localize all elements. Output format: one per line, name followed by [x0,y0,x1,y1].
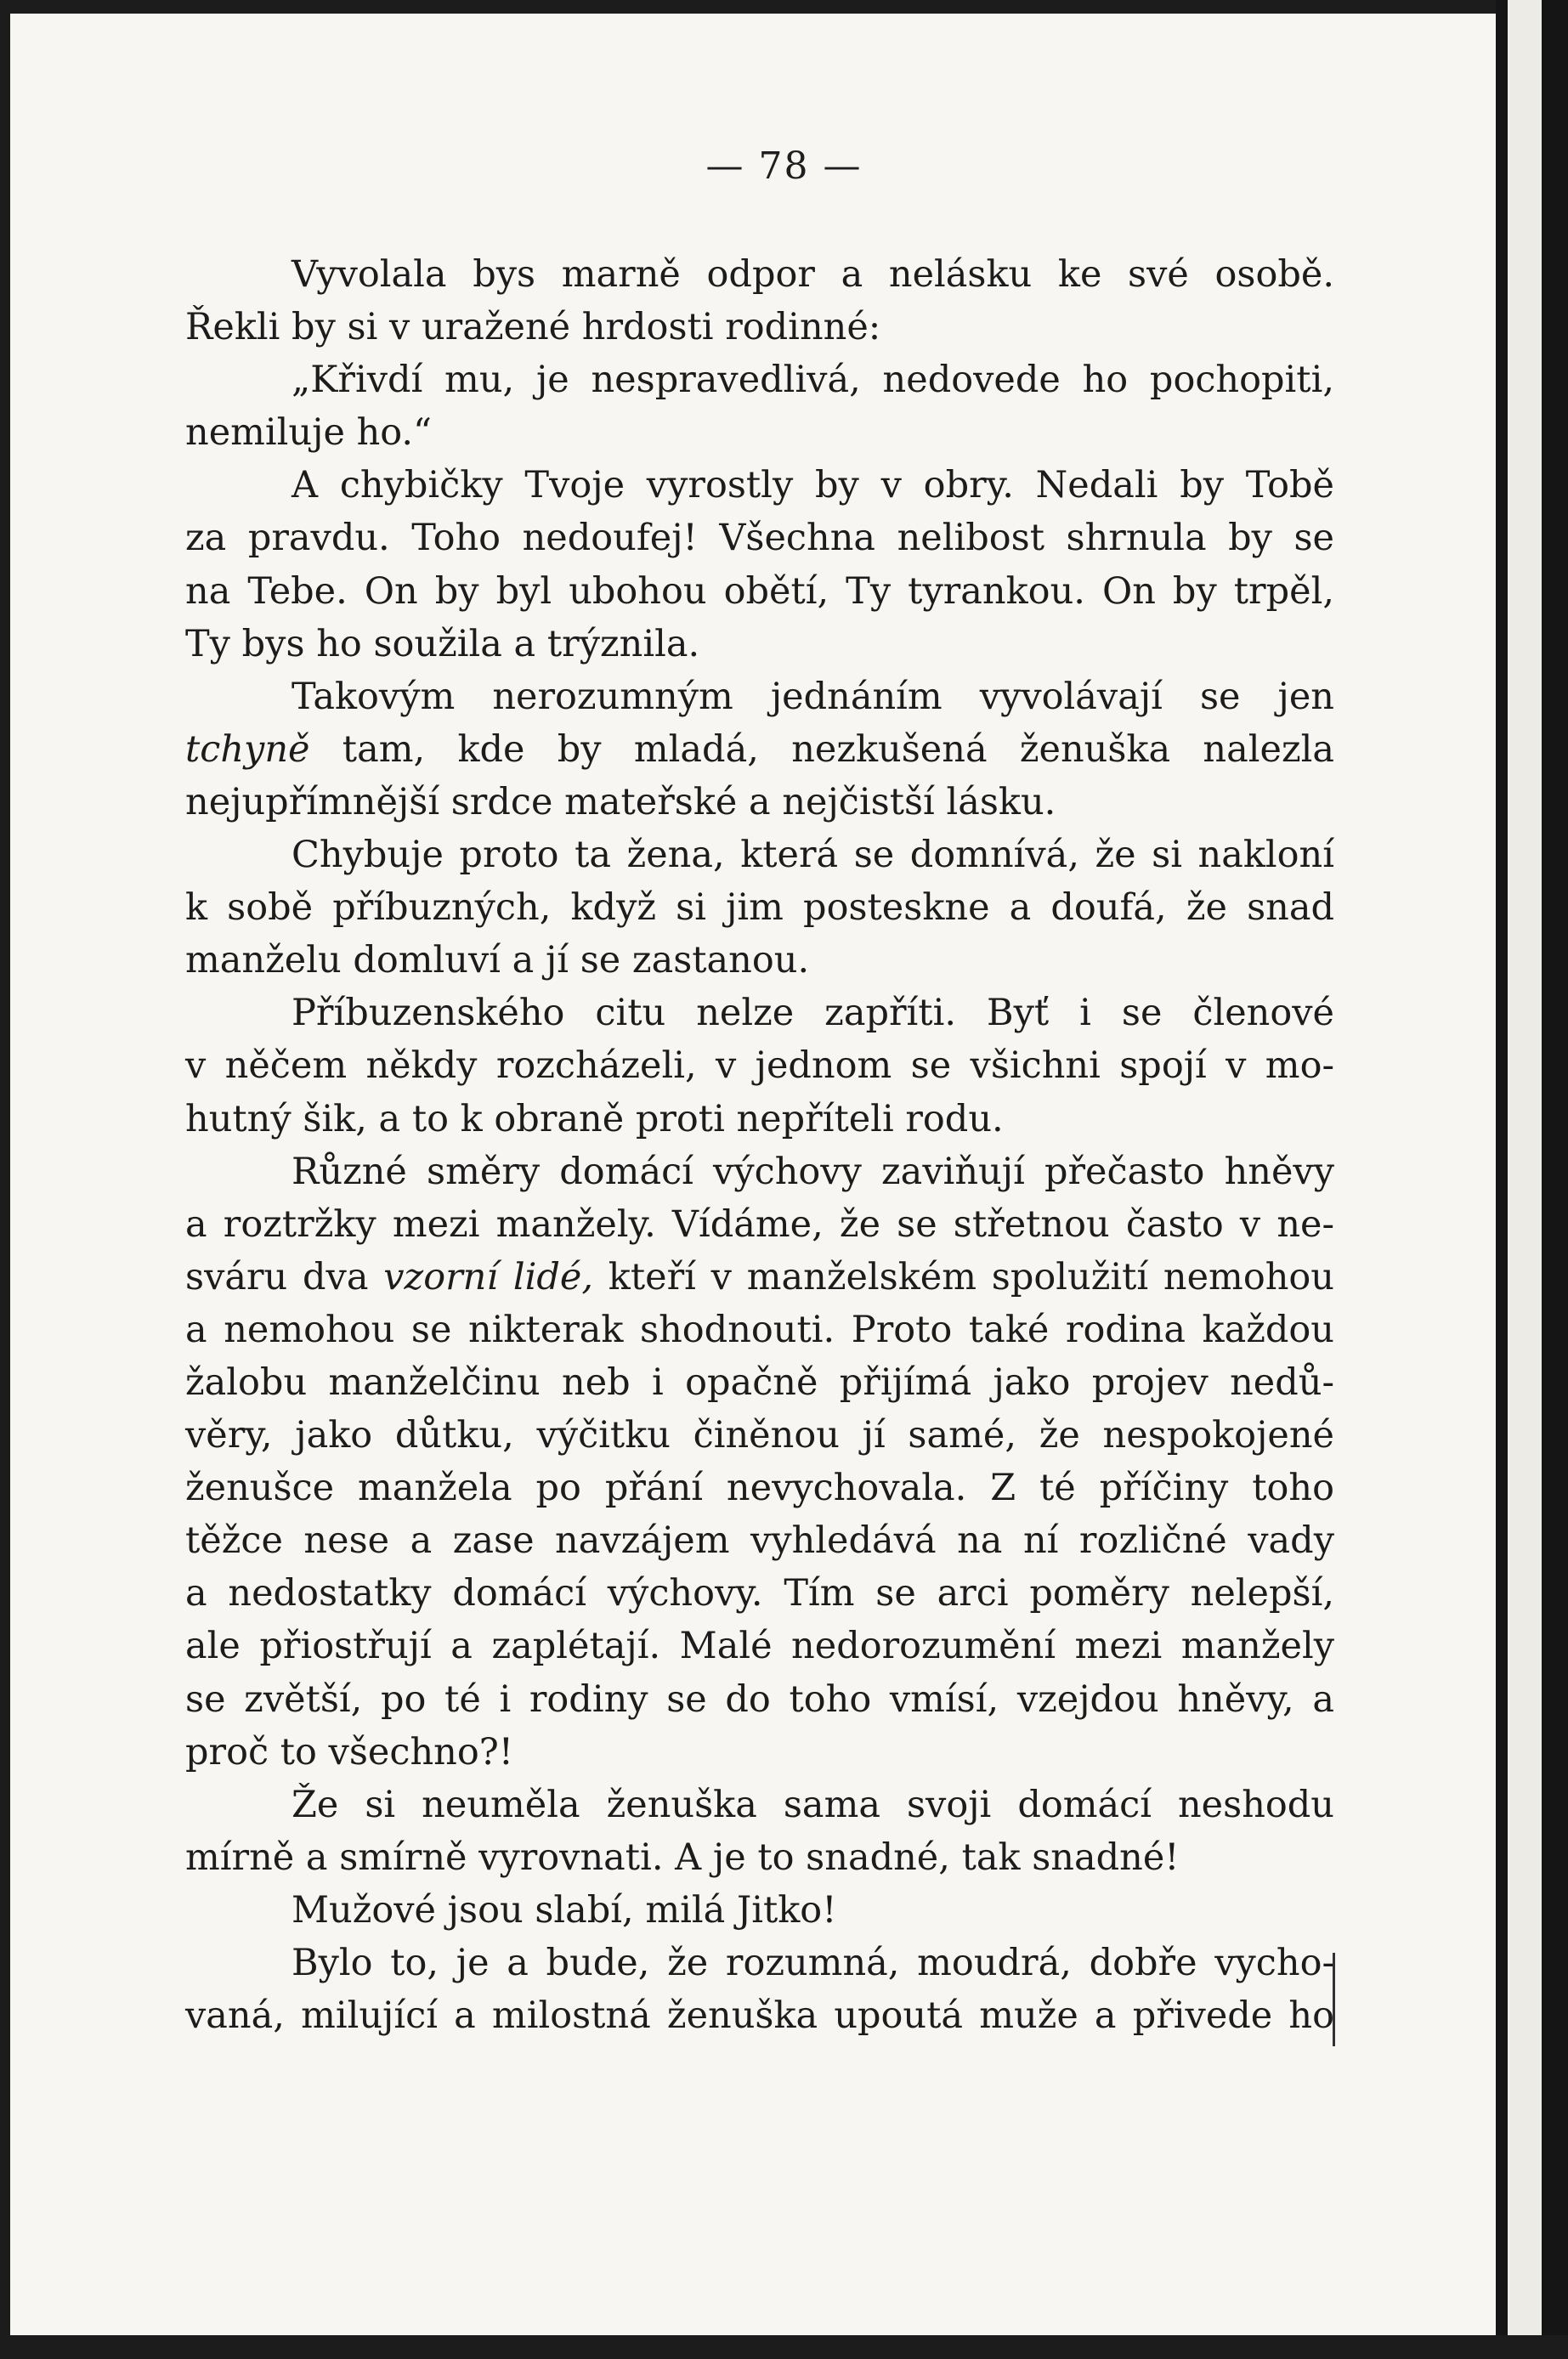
scan-edge-top [0,0,1568,14]
text-line: Řekli by si v uražené hrdosti rodinné: [185,306,881,349]
page-number: — 78 — [705,144,863,188]
text-line: ale přiostřují a zaplétají. Malé nedorozumění mezi manžely [185,1625,1334,1668]
text-line: hutný šik, a to k obraně proti nepříteli rodu. [185,1097,1004,1140]
text-line: na Tebe. On by byl ubohou obětí, Ty tyrankou. On by trpěl, [185,569,1334,613]
text-line: sváru dva vzorní lidé, kteří v manželském spolužití nemohou [185,1255,1334,1298]
text-line: Chybuje proto ta žena, která se domnívá, že si nakloní [292,834,1334,877]
text-line: Různé směry domácí výchovy zaviňují přečasto hněvy [292,1150,1334,1193]
margin-mark [1333,1953,1342,2046]
text-line: Takovým nerozumným jednáním vyvolávají se jen [292,675,1334,718]
text-line: nejupřímnější srdce mateřské a nejčistší lásku. [185,780,1056,823]
body-text [185,248,1334,2042]
text-line: za pravdu. Toho nedoufej! Všechna nelibost shrnula by se [185,517,1334,560]
text-line: Příbuzenského citu nelze zapříti. Byť i se členové [292,992,1334,1035]
text-line: Bylo to, je a bude, že rozumná, moudrá, dobře vycho- [292,1942,1334,1984]
text-line: těžce nese a zase navzájem vyhledává na ní rozličné vady [185,1519,1334,1563]
scan-edge-bottom [0,2335,1568,2359]
facing-page-strip [1508,0,1542,2359]
text-line: a nemohou se nikterak shodnouti. Proto také rodina každou [185,1308,1334,1351]
text-line: věry, jako důtku, výčitku činěnou jí samé, že nespokojené [185,1414,1334,1457]
text-line: mírně a smírně vyrovnati. A je to snadné, tak snadné! [185,1836,1180,1879]
text-line: se zvětší, po té i rodiny se do toho vmísí, vzejdou hněvy, a [185,1677,1334,1721]
text-line: k sobě příbuzných, když si jim posteskne a doufá, že snad [185,886,1334,930]
text-line: A chybičky Tvoje vyrostly by v obry. Nedali by Tobě [292,464,1334,507]
scan-edge-left [0,0,10,2359]
text-line: v něčem někdy rozcházeli, v jednom se všichni spojí v mo- [185,1044,1334,1088]
text-line: tchyně tam, kde by mladá, nezkušená ženuška nalezla [185,727,1334,771]
text-line: manželu domluví a jí se zastanou. [185,939,810,982]
text-line: Vyvolala bys marně odpor a nelásku ke své osobě. [292,253,1334,296]
text-line: „Křivdí mu, je nespravedlivá, nedovede ho pochopiti, [292,359,1334,402]
text-line: proč to všechno?! [185,1730,514,1773]
text-line: a roztržky mezi manžely. Vídáme, že se střetnou často v ne- [185,1202,1334,1246]
text-line: Ty bys ho soužila a trýznila. [185,622,700,665]
text-line: žalobu manželčinu neb i opačně přijímá jako projev nedů- [185,1361,1334,1404]
text-line: nemiluje ho.“ [185,411,433,455]
text-line: a nedostatky domácí výchovy. Tím se arci poměry nelepší, [185,1572,1334,1615]
text-line: Že si neuměla ženuška sama svoji domácí neshodu [292,1783,1334,1826]
text-line: ženušce manžela po přání nevychovala. Z té příčiny toho [185,1467,1334,1510]
text-line: Mužové jsou slabí, milá Jitko! [292,1888,837,1932]
text-line: vaná, milující a milostná ženuška upoutá muže a přivede ho [185,1994,1334,2038]
